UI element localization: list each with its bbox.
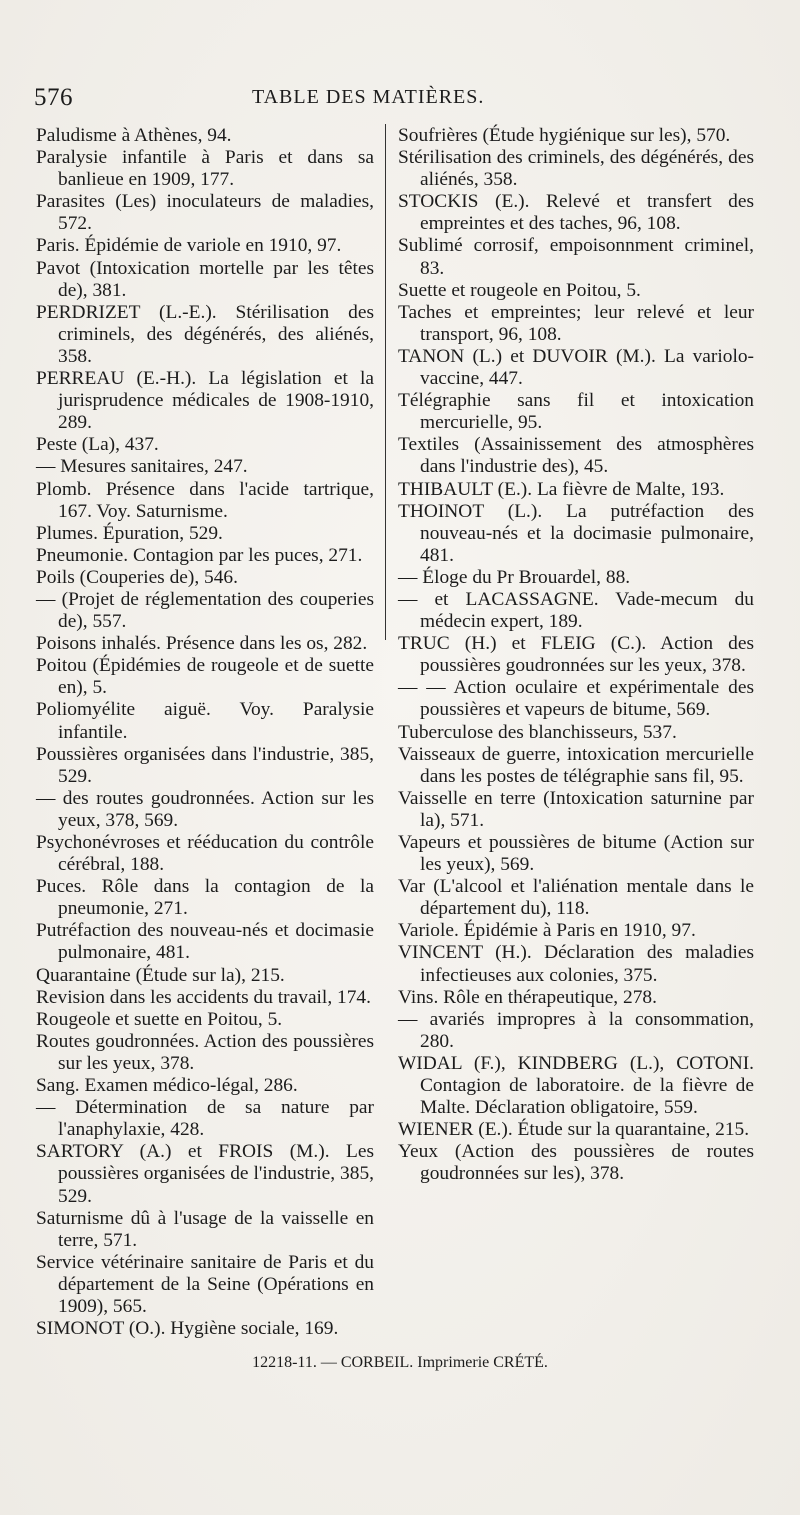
index-entry: Revision dans les accidents du travail, 174. [36,986,371,1008]
index-entry: — Détermination de sa nature par l'anaphylaxie, 428. [36,1097,374,1141]
index-entry: Vins. Rôle en thérapeutique, 278. [398,986,657,1008]
index-entry: Var (L'alcool et l'aliénation mentale dans le département du), 118. [398,876,754,920]
index-entry: Vaisseaux de guerre, intoxication mercurielle dans les postes de télégraphie sans fil, 95. [398,743,754,787]
index-entry: STOCKIS (E.). Relevé et transfert des empreintes et des taches, 96, 108. [398,191,754,235]
index-entry: Tuberculose des blanchisseurs, 537. [398,721,677,743]
index-entry: Puces. Rôle dans la contagion de la pneumonie, 271. [36,876,374,920]
index-entry: Sublimé corrosif, empoisonnment criminel, 83. [398,235,754,279]
index-entry: Rougeole et suette en Poitou, 5. [36,1008,283,1030]
index-entry: TANON (L.) et DUVOIR (M.). La variolo-vaccine, 447. [398,345,754,390]
index-entry: Saturnisme dû à l'usage de la vaisselle en terre, 571. [36,1207,374,1251]
index-entry: — Éloge du Pr Brouardel, 88. [398,566,631,588]
index-column-right [398,125,754,1186]
index-entry: Plumes. Épuration, 529. [36,522,223,544]
index-column-left [36,125,374,1340]
index-entry: — avariés impropres à la consommation, 280. [398,1008,754,1052]
page-number: 576 [34,84,73,111]
index-entry: Pavot (Intoxication mortelle par les têtes de), 381. [36,257,374,301]
index-entry: Poitou (Épidémies de rougeole et de suette en), 5. [36,655,374,699]
index-entry: Vaisselle en terre (Intoxication saturnine par la), 571. [398,787,754,831]
index-entry: — des routes goudronnées. Action sur les yeux, 378, 569. [36,787,374,831]
index-entry: THIBAULT (E.). La fièvre de Malte, 193. [398,478,725,500]
index-entry: — et LACASSAGNE. Vade-mecum du médecin expert, 189. [398,588,754,633]
index-entry: Soufrières (Étude hygiénique sur les), 570. [398,125,731,146]
index-entry: Parasites (Les) inoculateurs de maladies, 572. [36,191,374,235]
index-entry: Paludisme à Athènes, 94. [36,125,232,146]
index-entry: Service vétérinaire sanitaire de Paris et du département de la Seine (Opérations en 1909), 565. [36,1251,374,1317]
index-entry: Poisons inhalés. Présence dans les os, 282. [36,633,368,655]
index-entry: THOINOT (L.). La putréfaction des nouveau-nés et la docimasie pulmonaire, 481. [398,500,754,566]
index-entry: WIDAL (F.), KINDBERG (L.), COTONI. Contagion de laboratoire. de la fièvre de Malte. Déclaration obligatoire, 559. [398,1052,754,1119]
index-entry: SIMONOT (O.). Hygiène sociale, 169. [36,1318,339,1340]
index-entry: Psychonévroses et rééducation du contrôle cérébral, 188. [36,832,374,876]
column-divider [385,124,386,640]
index-entry: Plomb. Présence dans l'acide tartrique, 167. Voy. Saturnisme. [36,478,374,522]
index-entry: PERDRIZET (L.-E.). Stérilisation des criminels, des dégénérés, des aliénés, 358. [36,301,374,367]
index-entry: PERREAU (E.-H.). La législation et la jurisprudence médicales de 1908-1910, 289. [36,368,374,434]
index-entry: — (Projet de réglementation des couperies de), 557. [36,588,374,633]
index-entry: Textiles (Assainissement des atmosphères dans l'industrie des), 45. [398,434,754,478]
index-entry: Sang. Examen médico-légal, 286. [36,1075,298,1097]
index-entry: Taches et empreintes; leur relevé et leur transport, 96, 108. [398,301,754,345]
index-entry: Peste (La), 437. [36,434,159,456]
index-entry: Suette et rougeole en Poitou, 5. [398,279,641,301]
index-entry: Télégraphie sans fil et intoxication mercurielle, 95. [398,390,754,434]
index-entry: Routes goudronnées. Action des poussières sur les yeux, 378. [36,1030,374,1074]
index-entry: TRUC (H.) et FLEIG (C.). Action des poussières goudronnées sur les yeux, 378. [398,633,754,677]
index-entry: Putréfaction des nouveau-nés et docimasie pulmonaire, 481. [36,920,374,964]
index-entry: Poliomyélite aiguë. Voy. Paralysie infantile. [36,699,374,743]
index-entry: Paris. Épidémie de variole en 1910, 97. [36,235,342,257]
printer-colophon: 12218-11. — CORBEIL. Imprimerie CRÉTÉ. [252,1354,548,1371]
index-entry: SARTORY (A.) et FROIS (M.). Les poussières organisées de l'industrie, 385, 529. [36,1141,374,1207]
index-entry: WIENER (E.). Étude sur la quarantaine, 215. [398,1119,750,1141]
index-entry: Yeux (Action des poussières de routes goudronnées sur les), 378. [398,1141,754,1185]
page-header [34,84,774,116]
index-entry: Poussières organisées dans l'industrie, 385, 529. [36,743,374,787]
index-entry: Poils (Couperies de), 546. [36,566,238,588]
index-entry: Stérilisation des criminels, des dégénérés, des aliénés, 358. [398,147,754,191]
index-entry: Variole. Épidémie à Paris en 1910, 97. [398,920,696,942]
index-entry: — Mesures sanitaires, 247. [36,456,248,478]
index-entry: Quarantaine (Étude sur la), 215. [36,964,285,986]
running-title: TABLE DES MATIÈRES. [252,86,485,108]
index-entry: Vapeurs et poussières de bitume (Action sur les yeux), 569. [398,832,754,876]
index-entry: VINCENT (H.). Déclaration des maladies infectieuses aux colonies, 375. [398,942,754,986]
index-entry: — — Action oculaire et expérimentale des poussières et vapeurs de bitume, 569. [398,677,754,721]
index-entry: Pneumonie. Contagion par les puces, 271. [36,544,363,566]
index-entry: Paralysie infantile à Paris et dans sa banlieue en 1909, 177. [36,147,374,191]
